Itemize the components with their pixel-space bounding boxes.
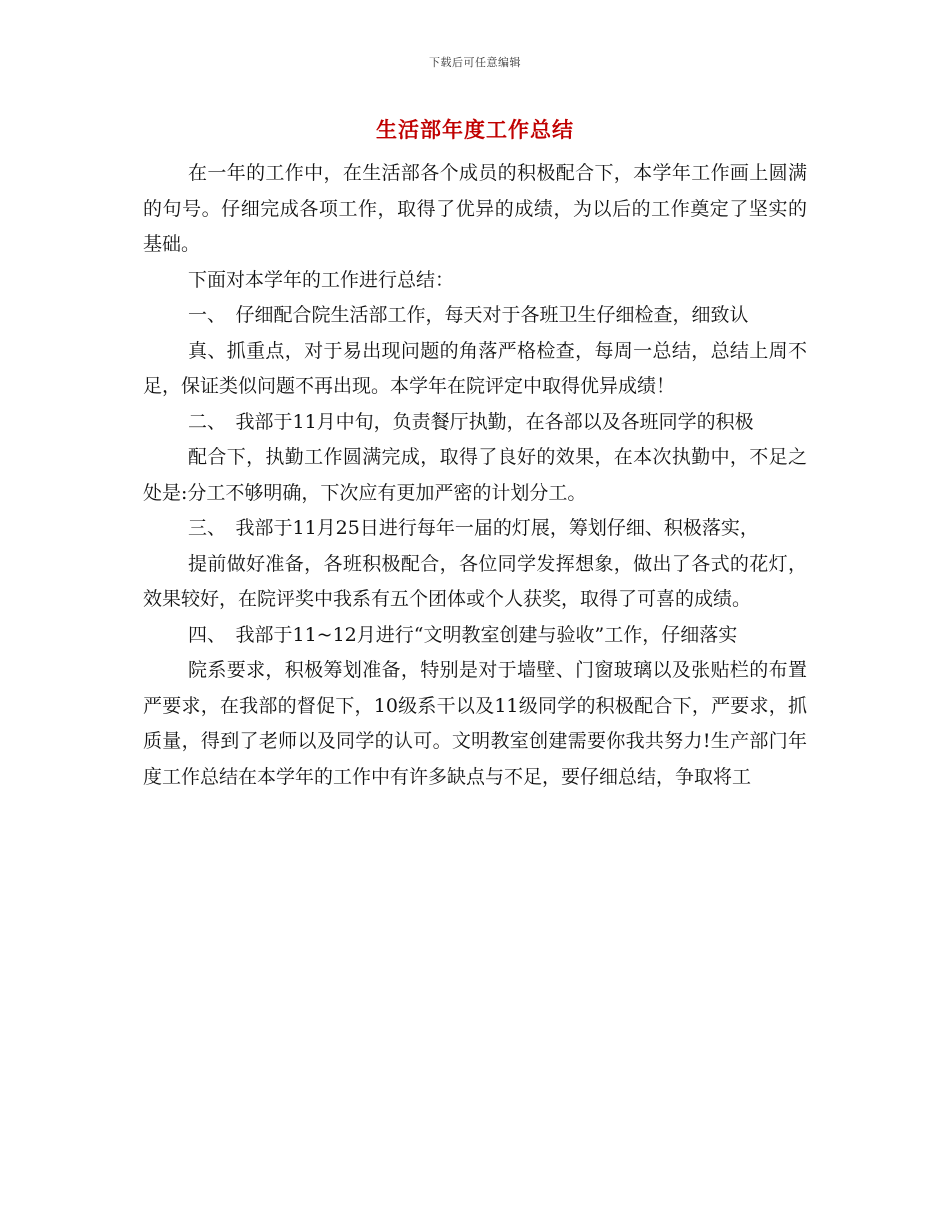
paragraph-summary-lead: 下面对本学年的工作进行总结： xyxy=(188,268,455,291)
paragraph-item-2-heading: 二、 我部于11月中旬，负责餐厅执勤，在各部以及各班同学的积极 xyxy=(188,410,754,433)
paragraph-item-2-body: 配合下，执勤工作圆满完成，取得了良好的效果，在本次执勤中，不足之处是:分工不够明确，下次应有更加严密的计划分工。 xyxy=(143,446,807,504)
header-note: 下载后可任意编辑 xyxy=(429,56,521,69)
document-title: 生活部年度工作总结 xyxy=(376,117,574,142)
paragraph-item-3-body: 提前做好准备，各班积极配合，各位同学发挥想象，做出了各式的花灯，效果较好，在院评奖中我系有五个团体或个人获奖，取得了可喜的成绩。 xyxy=(143,552,807,610)
paragraph-intro: 在一年的工作中，在生活部各个成员的积极配合下，本学年工作画上圆满的句号。仔细完成各项工作，取得了优异的成绩，为以后的工作奠定了坚实的基础。 xyxy=(143,162,807,255)
paragraph-item-1-body: 真、抓重点，对于易出现问题的角落严格检查，每周一总结，总结上周不足，保证类似问题不再出现。本学年在院评定中取得优异成绩！ xyxy=(143,339,807,397)
paragraph-item-4-heading: 四、 我部于11~12月进行“文明教室创建与验收”工作，仔细落实 xyxy=(188,623,738,646)
paragraph-item-3-heading: 三、 我部于11月25日进行每年一届的灯展，筹划仔细、积极落实， xyxy=(188,517,759,539)
paragraph-item-4-body: 院系要求，积极筹划准备，特别是对于墙壁、门窗玻璃以及张贴栏的布置严要求，在我部的督促下，10级系干以及11级同学的积极配合下，严要求，抓质量，得到了老师以及同学的认可。文明教室创建需要你我共努力!生产部门年度工作总结在本学年的工作中有许多缺点与不足，要仔细总结，争取将工 xyxy=(143,659,807,788)
paragraph-item-1-heading: 一、 仔细配合院生活部工作，每天对于各班卫生仔细检查，细致认 xyxy=(188,304,749,326)
document-body xyxy=(143,156,807,795)
